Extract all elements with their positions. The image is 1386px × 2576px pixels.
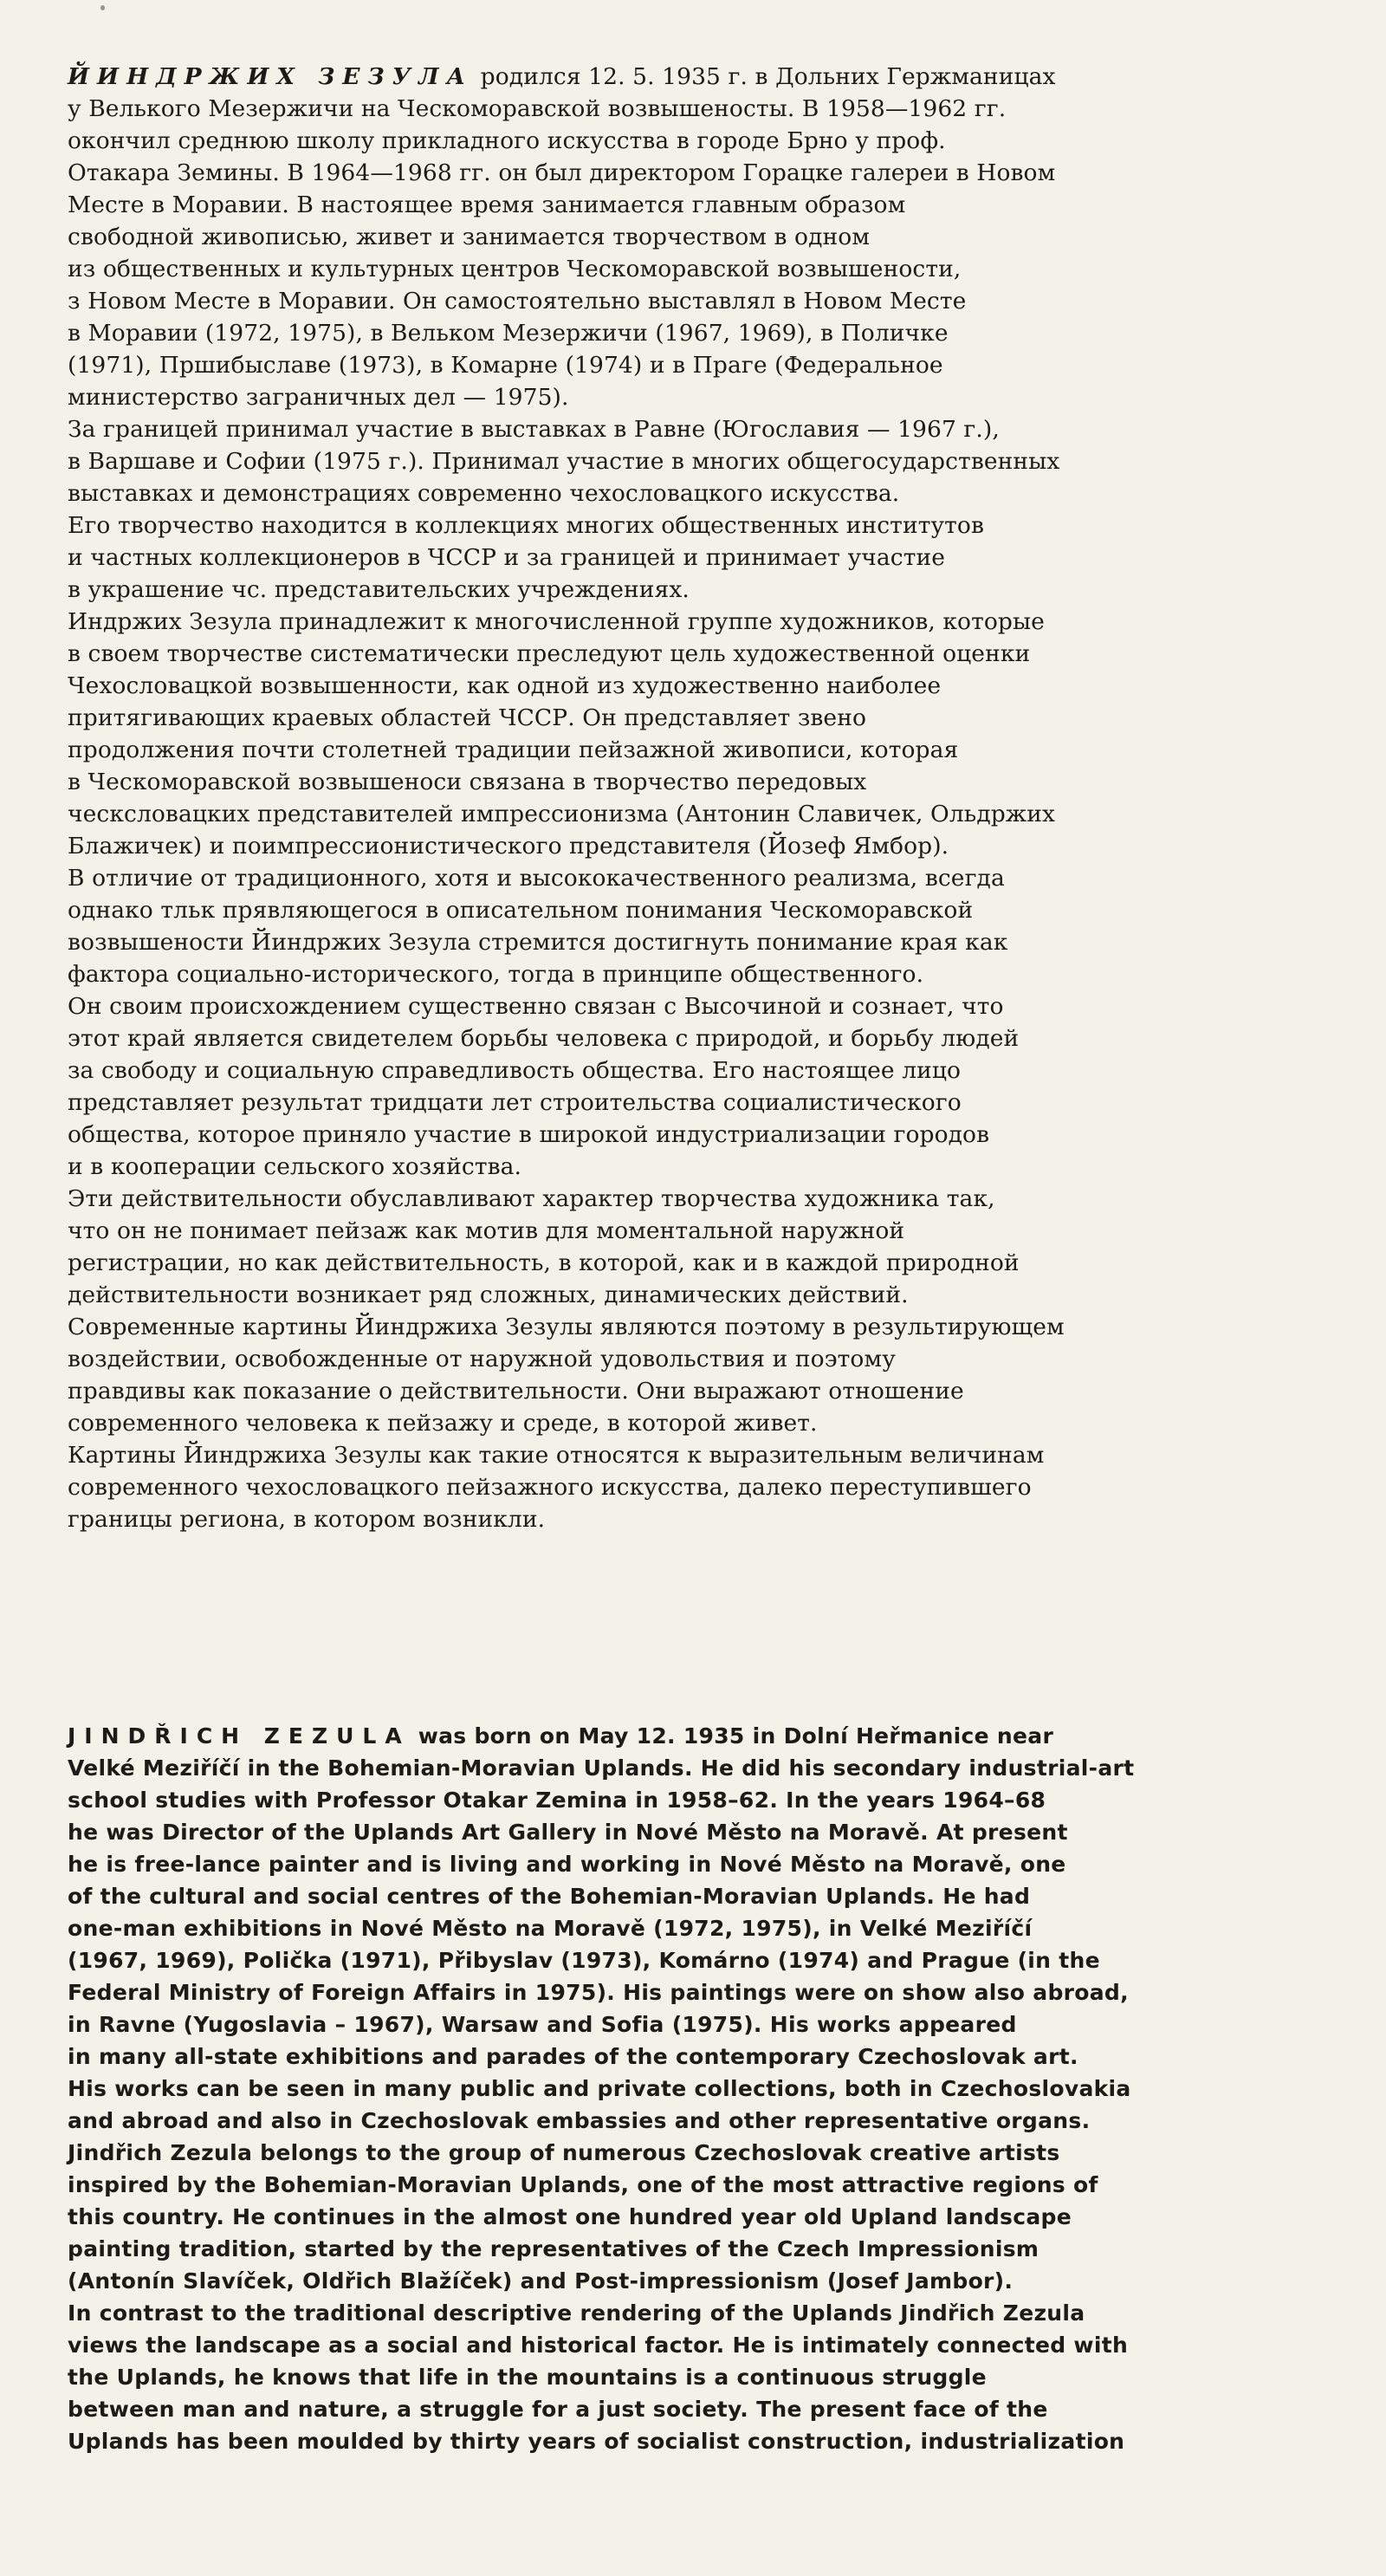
text-line: ческсловацких представителей импрессионизма (Антонин Славичек, Ольдржих [68, 801, 1056, 827]
text-line: В отличие от традиционного, хотя и высококачественного реализма, всегда [68, 865, 1005, 892]
text-line: в своем творчестве систематически преследуют цель художественной оценки [68, 640, 1031, 667]
text-line: современного чехословацкого пейзажного искусства, далеко переступившего [68, 1474, 1032, 1501]
text-line: свободной живописью, живет и занимается творчеством в одном [68, 224, 871, 250]
text-line: фактора социально-исторического, тогда в принципе общественного. [68, 961, 924, 988]
text-line: Его творчество находится в коллекциях многих общественных институтов [68, 512, 984, 539]
artist-name-russian: ЙИНДРЖИХ ЗЕЗУЛА [68, 63, 474, 90]
text-line: и в кооперации сельского хозяйства. [68, 1153, 522, 1180]
text-line: Federal Ministry of Foreign Affairs in 1975). His paintings were on show also abroad, [68, 1980, 1129, 2005]
text-line: правдивы как показание о действительности. Они выражают отношение [68, 1378, 964, 1405]
text-line: Блажичек) и поимпрессионистического представителя (Йозеф Ямбор). [68, 833, 949, 860]
text-line: этот край является свидетелем борьбы человека с природой, и борьбу людей [68, 1025, 1020, 1052]
text-line: современного человека к пейзажу и среде, в которой живет. [68, 1410, 818, 1437]
text-line: За границей принимал участие в выставках в Равне (Югославия — 1967 г.), [68, 416, 1000, 443]
text-line: views the landscape as a social and historical factor. He is intimately connected with [68, 2333, 1129, 2358]
text-line: in many all-state exhibitions and parades of the contemporary Czechoslovak art. [68, 2044, 1078, 2069]
english-line-1: JINDŘICH ZEZULA was born on May 12. 1935 in Dolní Heřmanice near [68, 1723, 1054, 1749]
text-line: общества, которое приняло участие в широкой индустриализации городов [68, 1121, 990, 1148]
text-line: (1971), Пршибыславе (1973), в Комарне (1974) и в Праге (Федеральное [68, 352, 943, 379]
text-line: выставках и демонстрациях современно чехословацкого искусства. [68, 480, 900, 507]
text-line: в Моравии (1972, 1975), в Вельком Мезержичи (1967, 1969), в Поличке [68, 320, 949, 347]
text-line: продолжения почти столетней традиции пейзажной живописи, которая [68, 736, 959, 763]
text-line: the Uplands, he knows that life in the mountains is a continuous struggle [68, 2365, 987, 2390]
text-line: в Ческоморавской возвышеноси связана в творчество передовых [68, 769, 867, 795]
text-line: (Antonín Slavíček, Oldřich Blažíček) and Post-impressionism (Josef Jambor). [68, 2268, 1014, 2294]
text-line: in Ravne (Yugoslavia – 1967), Warsaw and Sofia (1975). His works appeared [68, 2012, 1017, 2037]
text-line: представляет результат тридцати лет строительства социалистического [68, 1089, 962, 1116]
text-line: Uplands has been moulded by thirty years of socialist construction, industrialization [68, 2429, 1125, 2454]
text-line: воздействии, освобожденные от наружной удовольствия и поэтому [68, 1346, 896, 1372]
text-line: Месте в Моравии. В настоящее время занимается главным образом [68, 191, 906, 218]
text-line: Эти действительности обуславливают характер творчества художника так, [68, 1185, 995, 1212]
text-line: Он своим происхождением существенно связан с Высочиной и сознает, что [68, 993, 1004, 1020]
text-line: painting tradition, started by the representatives of the Czech Impressionism [68, 2236, 1040, 2261]
text-line: Velké Meziříčí in the Bohemian-Moravian Uplands. He did his secondary industrial-art [68, 1755, 1135, 1781]
text-line: Индржих Зезула принадлежит к многочисленной группе художников, которые [68, 608, 1045, 635]
text-line: inspired by the Bohemian-Moravian Uplands, one of the most attractive regions of [68, 2172, 1098, 2197]
paper-speck [100, 5, 105, 10]
text-line: Отакара Земины. В 1964—1968 гг. он был директором Горацке галереи в Новом [68, 159, 1056, 186]
text-line: действительности возникает ряд сложных, динамических действий. [68, 1282, 909, 1308]
text-line: что он не понимает пейзаж как мотив для моментальной наружной [68, 1217, 905, 1244]
text-line: однако тльк прявляющегося в описательном понимания Ческоморавской [68, 897, 974, 924]
text-line: и частных коллекционеров в ЧССР и за границей и принимает участие [68, 544, 946, 571]
text-line: у Велького Мезержичи на Ческоморавской возвышеносты. В 1958—1962 гг. [68, 95, 1007, 122]
text-line: Jindřich Zezula belongs to the group of numerous Czechoslovak creative artists [68, 2140, 1060, 2165]
text-line: из общественных и культурных центров Ческоморавской возвышености, [68, 256, 962, 282]
text-line: (1967, 1969), Polička (1971), Přibyslav (1973), Komárno (1974) and Prague (in the [68, 1948, 1100, 1973]
text-line: of the cultural and social centres of the Bohemian-Moravian Uplands. He had [68, 1884, 1031, 1909]
text-line: In contrast to the traditional descriptive rendering of the Uplands Jindřich Zezula [68, 2300, 1085, 2326]
text-line: возвышености Йиндржих Зезула стремится достигнуть понимание края как [68, 929, 1008, 956]
text-line: в украшение чс. представительских учреждениях. [68, 576, 690, 603]
english-biography [68, 1720, 1350, 2457]
russian-biography [68, 61, 1350, 1535]
text-line: he was Director of the Uplands Art Gallery in Nové Město na Moravě. At present [68, 1820, 1068, 1845]
russian-line-1: ЙИНДРЖИХ ЗЕЗУЛА родился 12. 5. 1935 г. в Дольних Гержманицах [68, 63, 1056, 90]
text-line: з Новом Месте в Моравии. Он самостоятельно выставлял в Новом Месте [68, 288, 967, 315]
text-line: he is free-lance painter and is living and working in Nové Město na Moravě, one [68, 1852, 1066, 1877]
text-line: and abroad and also in Czechoslovak embassies and other representative organs. [68, 2108, 1091, 2133]
text-line: в Варшаве и Софии (1975 г.). Принимал участие в многих общегосударственных [68, 448, 1060, 475]
text-line: Чехословацкой возвышенности, как одной из художественно наиболее [68, 672, 942, 699]
text-line: за свободу и социальную справедливость общества. Его настоящее лицо [68, 1057, 962, 1084]
text-line: His works can be seen in many public and private collections, both in Czechoslovakia [68, 2076, 1131, 2101]
text-line: притягивающих краевых областей ЧССР. Он представляет звено [68, 704, 867, 731]
text-line: министерство заграничных дел — 1975). [68, 384, 569, 411]
text-line: one-man exhibitions in Nové Město na Moravě (1972, 1975), in Velké Meziříčí [68, 1916, 1033, 1941]
artist-name-english: JINDŘICH ZEZULA [68, 1723, 411, 1749]
text-line: between man and nature, a struggle for a just society. The present face of the [68, 2397, 1048, 2422]
text-line: регистрации, но как действительность, в которой, как и в каждой природной [68, 1249, 1020, 1276]
text-line: окончил среднюю школу прикладного искусства в городе Брно у проф. [68, 127, 946, 154]
text-line: Картины Йиндржиха Зезулы как такие относятся к выразительным величинам [68, 1442, 1045, 1469]
text-line: границы региона, в котором возникли. [68, 1506, 546, 1533]
text-line: school studies with Professor Otakar Zemina in 1958–62. In the years 1964–68 [68, 1788, 1046, 1813]
text-line: Современные картины Йиндржиха Зезулы являются поэтому в результирующем [68, 1314, 1065, 1340]
text-line: this country. He continues in the almost one hundred year old Upland landscape [68, 2204, 1072, 2229]
